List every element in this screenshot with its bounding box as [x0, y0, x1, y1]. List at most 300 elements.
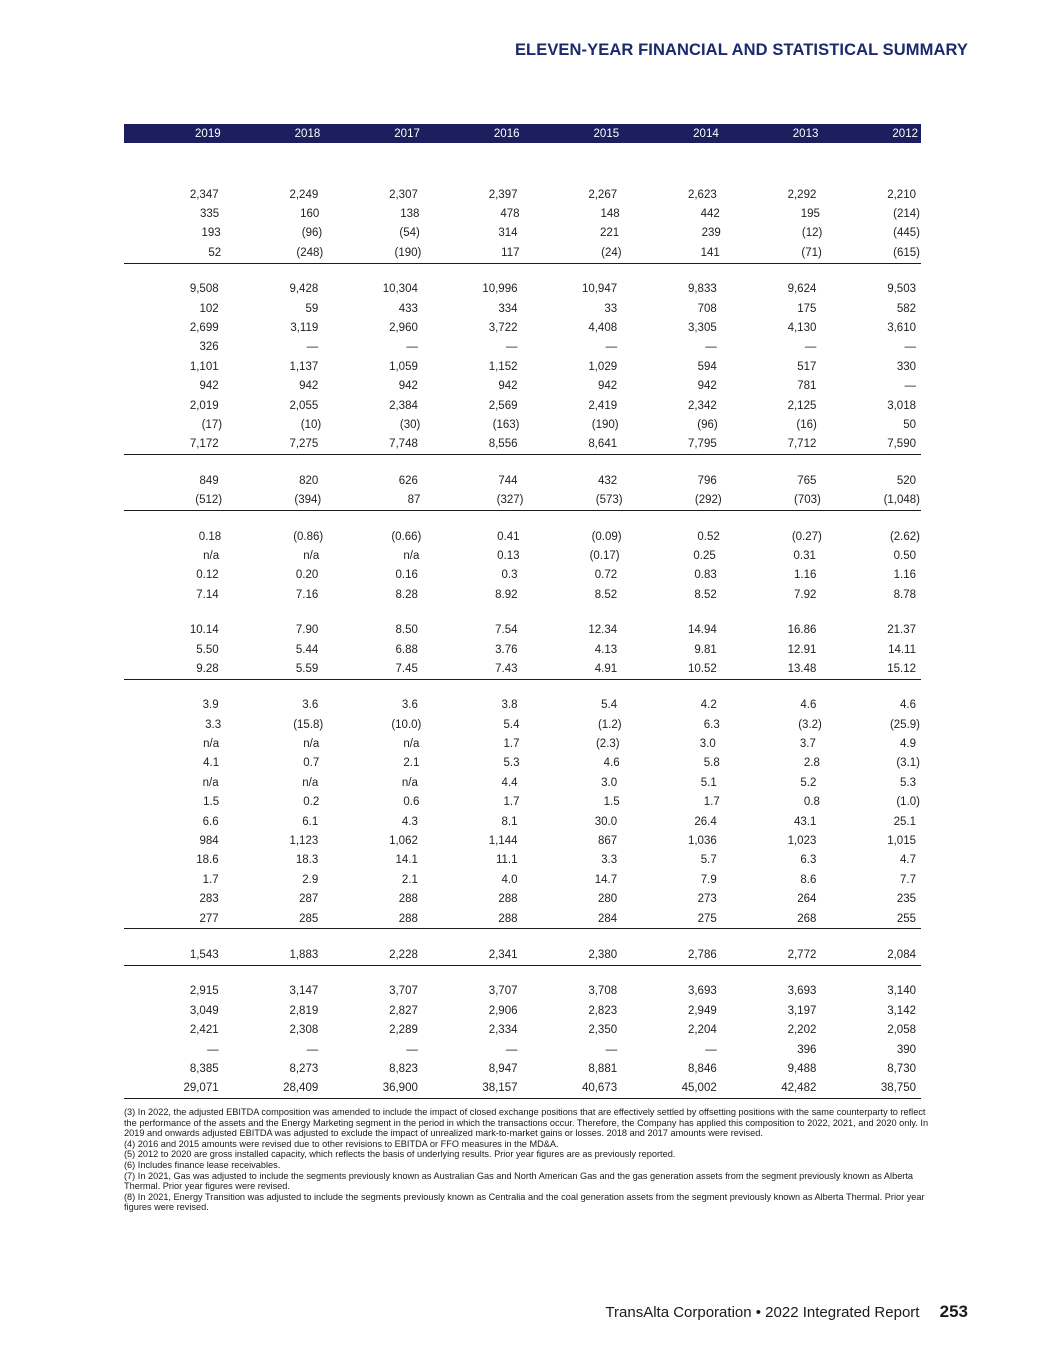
- table-row: [124, 754, 921, 773]
- table-cell: 2,960: [389, 322, 418, 335]
- table-row: [124, 812, 921, 831]
- table-cell: 2,210: [887, 188, 916, 201]
- table-cell: 275: [697, 912, 717, 925]
- table-spacer: [124, 604, 921, 620]
- table-body: [124, 143, 921, 1099]
- table-row: [124, 318, 921, 337]
- table-cell: 5.44: [295, 643, 319, 656]
- table-cell: 1,059: [389, 360, 418, 373]
- table-row: [124, 527, 921, 546]
- table-cell: 15.12: [887, 662, 916, 675]
- table-cell: (163): [492, 418, 520, 431]
- table-cell: 7,275: [289, 438, 319, 451]
- table-row: [124, 377, 921, 396]
- table-cell: 9,428: [289, 283, 319, 296]
- table-cell: 2,307: [389, 188, 418, 201]
- table-cell: (10): [300, 418, 322, 431]
- year-header-cell: 2019: [195, 127, 221, 140]
- table-row: [124, 185, 921, 204]
- table-row: [124, 396, 921, 415]
- table-cell: 334: [498, 302, 518, 315]
- table-cell: 10,996: [482, 283, 518, 296]
- table-cell: (1.0): [896, 796, 920, 809]
- table-cell: 4.1: [203, 757, 220, 770]
- table-header-row: [124, 124, 921, 143]
- table-row: [124, 338, 921, 357]
- table-cell: 12.34: [588, 624, 618, 637]
- table-cell: 9,833: [687, 283, 717, 296]
- table-cell: —: [605, 1043, 618, 1056]
- table-cell: 7,590: [887, 438, 916, 451]
- table-cell: 2,827: [389, 1004, 418, 1017]
- table-cell: 1,023: [787, 835, 817, 848]
- table-row: [124, 204, 921, 223]
- table-cell: 12.91: [787, 643, 817, 656]
- table-cell: 4,408: [588, 322, 618, 335]
- table-cell: —: [705, 1043, 717, 1056]
- table-cell: 3.7: [799, 738, 816, 751]
- table-cell: (445): [893, 227, 920, 240]
- table-cell: 3.3: [205, 718, 222, 731]
- table-cell: 7.14: [196, 588, 219, 601]
- table-cell: 3.0: [601, 776, 618, 789]
- table-cell: 268: [797, 912, 817, 925]
- table-cell: n/a: [302, 776, 319, 789]
- table-cell: n/a: [303, 549, 320, 562]
- table-cell: 9.28: [196, 662, 219, 675]
- table-row: [124, 243, 921, 263]
- table-cell: —: [904, 341, 916, 354]
- table-cell: 25.1: [893, 815, 916, 828]
- table-cell: 2,125: [787, 399, 817, 412]
- table-row: [124, 909, 921, 929]
- table-cell: (17): [201, 418, 223, 431]
- table-cell: 1,015: [887, 835, 916, 848]
- table-cell: 2.1: [401, 873, 418, 886]
- table-cell: 4.6: [603, 757, 620, 770]
- table-cell: 2,786: [687, 948, 717, 961]
- table-cell: 6.6: [202, 815, 219, 828]
- table-cell: 8,823: [389, 1062, 418, 1075]
- footnote: (5) 2012 to 2020 are gross installed capacity, which reflects the basis of underlying results. Prior year figures are as previously reported.: [124, 1149, 676, 1160]
- table-cell: 2,380: [588, 948, 618, 961]
- table-cell: 1,543: [189, 948, 219, 961]
- table-spacer: [124, 264, 921, 280]
- table-cell: 3,119: [290, 322, 319, 335]
- table-cell: (24): [601, 246, 622, 259]
- table-cell: (292): [694, 494, 722, 507]
- table-row: [124, 224, 921, 243]
- table-cell: 175: [797, 302, 817, 315]
- table-row: [124, 299, 921, 318]
- table-cell: 280: [597, 893, 618, 906]
- table-cell: (327): [496, 494, 524, 507]
- table-cell: (15.8): [293, 718, 324, 731]
- table-cell: 42,482: [781, 1082, 817, 1095]
- year-header-cell: 2014: [693, 127, 719, 140]
- table-cell: 2.9: [302, 873, 319, 886]
- table-cell: 3.8: [501, 699, 518, 712]
- table-row: [124, 945, 921, 965]
- table-cell: 13.48: [787, 662, 817, 675]
- table-cell: 2,292: [787, 188, 817, 201]
- table-cell: 277: [199, 912, 219, 925]
- table-cell: 942: [299, 380, 319, 393]
- table-cell: 8,641: [588, 438, 618, 451]
- table-cell: 273: [697, 893, 717, 906]
- table-cell: 1.7: [503, 796, 520, 809]
- table-cell: 7.90: [295, 624, 319, 637]
- table-cell: 942: [398, 380, 418, 393]
- table-cell: 283: [199, 893, 219, 906]
- table-cell: 11.1: [495, 854, 518, 867]
- table-cell: 1,123: [289, 835, 319, 848]
- table-cell: 52: [208, 246, 222, 259]
- table-row: [124, 566, 921, 585]
- table-cell: 288: [398, 912, 418, 925]
- table-cell: n/a: [303, 738, 320, 751]
- table-cell: 4.2: [700, 699, 717, 712]
- table-cell: 4.13: [594, 643, 618, 656]
- table-cell: 10.52: [687, 662, 717, 675]
- table-cell: —: [406, 1043, 418, 1056]
- table-cell: 4,130: [787, 322, 817, 335]
- table-cell: 138: [400, 208, 420, 221]
- table-row: [124, 471, 921, 490]
- table-row: [124, 585, 921, 604]
- table-cell: 1,029: [588, 360, 618, 373]
- table-cell: 6.1: [302, 815, 319, 828]
- table-cell: (2.3): [595, 738, 620, 751]
- table-cell: n/a: [401, 776, 418, 789]
- table-cell: 5.1: [700, 776, 717, 789]
- table-cell: 796: [697, 474, 717, 487]
- table-cell: 8.52: [694, 588, 717, 601]
- table-row: [124, 357, 921, 376]
- year-header-cell: 2016: [493, 127, 520, 140]
- table-cell: 9.81: [694, 643, 717, 656]
- table-cell: —: [506, 341, 518, 354]
- table-cell: 478: [500, 208, 520, 221]
- table-cell: 8.50: [395, 624, 418, 637]
- table-cell: 10.14: [189, 624, 219, 637]
- table-spacer: [124, 455, 921, 471]
- table-cell: 14.1: [395, 854, 418, 867]
- table-cell: 5.3: [503, 757, 520, 770]
- table-row: [124, 982, 921, 1001]
- table-cell: 0.50: [893, 549, 916, 562]
- table-cell: (703): [794, 494, 821, 507]
- table-cell: 2,419: [588, 399, 618, 412]
- table-cell: 2,569: [488, 399, 518, 412]
- table-cell: 3,305: [687, 322, 717, 335]
- table-cell: 2,019: [189, 399, 219, 412]
- table-cell: 9,503: [887, 283, 916, 296]
- table-cell: 8,556: [488, 438, 518, 451]
- table-cell: 8.78: [893, 588, 916, 601]
- table-cell: 433: [398, 302, 418, 315]
- table-cell: 4.7: [900, 854, 916, 867]
- table-cell: 8,947: [488, 1062, 518, 1075]
- table-cell: 4.6: [800, 699, 817, 712]
- table-cell: 582: [896, 302, 916, 315]
- table-row: [124, 280, 921, 299]
- table-cell: 141: [700, 246, 720, 259]
- table-cell: 0.52: [697, 530, 720, 543]
- table-cell: (12): [801, 227, 823, 240]
- table-cell: 2,347: [189, 188, 219, 201]
- year-header-cell: 2018: [294, 127, 321, 140]
- table-cell: 1.5: [603, 796, 620, 809]
- table-cell: 2,084: [887, 948, 916, 961]
- table-cell: 14.94: [687, 624, 717, 637]
- table-cell: 193: [201, 227, 221, 240]
- year-header-cell: 2015: [593, 127, 620, 140]
- table-cell: 284: [597, 912, 618, 925]
- table-cell: 2.1: [403, 757, 420, 770]
- table-cell: 5.50: [196, 643, 219, 656]
- table-cell: 1.7: [503, 738, 520, 751]
- table-cell: 2,384: [389, 399, 418, 412]
- table-cell: 2,823: [588, 1004, 618, 1017]
- table-cell: 3,707: [389, 985, 418, 998]
- table-cell: 326: [199, 341, 219, 354]
- table-cell: 820: [299, 474, 319, 487]
- table-cell: 7,172: [189, 438, 219, 451]
- table-cell: 867: [597, 835, 618, 848]
- table-cell: 33: [604, 302, 618, 315]
- table-cell: 626: [398, 474, 418, 487]
- table-row: [124, 696, 921, 715]
- table-cell: 2,341: [488, 948, 518, 961]
- table-cell: 0.18: [198, 530, 222, 543]
- table-cell: 5.8: [703, 757, 720, 770]
- table-cell: 4.6: [900, 699, 916, 712]
- table-cell: 781: [797, 380, 817, 393]
- table-cell: 14.7: [594, 873, 618, 886]
- report-name: TransAlta Corporation • 2022 Integrated Report: [605, 1304, 920, 1321]
- footnote: (7) In 2021, Gas was adjusted to include the segments previously known as Australian Gas and North American Gas and the gas generation assets from the segment previously known as Alberta Thermal. Prior year figures were revised.: [124, 1170, 914, 1192]
- table-row: [124, 415, 921, 434]
- table-cell: 3.6: [401, 699, 418, 712]
- table-cell: 160: [300, 208, 320, 221]
- table-cell: 8.28: [395, 588, 418, 601]
- table-cell: (0.66): [391, 530, 422, 543]
- table-spacer: [124, 929, 921, 945]
- footnotes: [124, 1107, 929, 1213]
- table-cell: 390: [896, 1043, 916, 1056]
- table-cell: 29,071: [183, 1082, 219, 1095]
- table-cell: 6.3: [703, 718, 720, 731]
- table-cell: 9,508: [189, 283, 219, 296]
- table-cell: 18.3: [295, 854, 319, 867]
- table-cell: (573): [595, 494, 623, 507]
- table-cell: 3.9: [202, 699, 219, 712]
- table-cell: 3,693: [787, 985, 817, 998]
- table-cell: 942: [597, 380, 618, 393]
- table-cell: 3,049: [189, 1004, 219, 1017]
- table-cell: 4.9: [900, 738, 916, 751]
- table-cell: 239: [701, 227, 721, 240]
- table-cell: —: [207, 1043, 219, 1056]
- table-row: [124, 831, 921, 850]
- table-cell: 3,693: [687, 985, 717, 998]
- table-cell: 1.16: [893, 569, 916, 582]
- table-cell: 8.52: [594, 588, 618, 601]
- table-cell: 942: [498, 380, 518, 393]
- table-cell: 2,058: [887, 1024, 916, 1037]
- table-row: [124, 640, 921, 659]
- table-cell: 26.4: [694, 815, 717, 828]
- footnote: (4) 2016 and 2015 amounts were revised due to other revisions to EBITDA or FFO measures in the MD&A.: [124, 1138, 559, 1149]
- table-cell: 0.72: [594, 569, 618, 582]
- year-header-cell: 2013: [792, 127, 819, 140]
- table-cell: 2,342: [687, 399, 717, 412]
- table-row: [124, 734, 921, 753]
- table-row: [124, 435, 921, 455]
- table-cell: 2,267: [588, 188, 618, 201]
- table-cell: 3,708: [588, 985, 618, 998]
- table-cell: 7.92: [793, 588, 817, 601]
- table-cell: 285: [299, 912, 319, 925]
- table-cell: 765: [797, 474, 817, 487]
- table-cell: 287: [299, 893, 319, 906]
- table-row: [124, 1059, 921, 1078]
- table-cell: 1,062: [389, 835, 418, 848]
- table-cell: 0.41: [497, 530, 520, 543]
- table-cell: 7.45: [395, 662, 418, 675]
- table-cell: (615): [893, 246, 920, 259]
- table-cell: 59: [305, 302, 319, 315]
- table-cell: 2,915: [189, 985, 219, 998]
- table-cell: —: [904, 380, 916, 393]
- table-cell: (0.27): [791, 530, 822, 543]
- table-cell: n/a: [403, 738, 420, 751]
- table-cell: 0.12: [196, 569, 219, 582]
- table-cell: (1.2): [597, 718, 622, 731]
- table-row: [124, 1040, 921, 1059]
- table-cell: 3,722: [488, 322, 518, 335]
- table-cell: 314: [498, 227, 518, 240]
- table-row: [124, 546, 921, 565]
- table-cell: 7.7: [900, 873, 916, 886]
- table-cell: 30.0: [594, 815, 618, 828]
- table-cell: 235: [896, 893, 916, 906]
- table-cell: 36,900: [382, 1082, 418, 1095]
- table-cell: (96): [697, 418, 718, 431]
- table-cell: 38,750: [880, 1082, 916, 1095]
- footnote: (8) In 2021, Energy Transition was adjusted to include the segments previously known as Centralia and the coal generation assets from the segment previously known as Alberta Thermal. Prior year figures were revised.: [124, 1191, 925, 1213]
- table-cell: 1.7: [703, 796, 720, 809]
- table-cell: 8.92: [495, 588, 518, 601]
- table-row: [124, 1079, 921, 1099]
- table-cell: 8,385: [189, 1062, 219, 1075]
- table-cell: —: [605, 341, 618, 354]
- table-cell: 5.4: [503, 718, 520, 731]
- table-cell: (0.17): [589, 549, 620, 562]
- table-cell: 6.88: [395, 643, 418, 656]
- table-cell: 4.3: [401, 815, 418, 828]
- table-cell: 288: [498, 912, 518, 925]
- table-cell: 0.13: [497, 549, 520, 562]
- table-cell: (512): [195, 494, 223, 507]
- table-cell: —: [804, 341, 817, 354]
- table-cell: 1,137: [289, 360, 319, 373]
- table-cell: 7.54: [495, 624, 518, 637]
- table-cell: 221: [599, 227, 620, 240]
- table-cell: 4.4: [501, 776, 518, 789]
- table-cell: 7.9: [700, 873, 717, 886]
- table-cell: (30): [399, 418, 421, 431]
- table-cell: 942: [199, 380, 219, 393]
- table-cell: (0.09): [591, 530, 622, 543]
- table-cell: 18.6: [196, 854, 219, 867]
- table-row: [124, 793, 921, 812]
- table-cell: 3,147: [289, 985, 319, 998]
- table-spacer: [124, 511, 921, 527]
- table-cell: 43.1: [793, 815, 817, 828]
- table-cell: 520: [896, 474, 916, 487]
- table-cell: 335: [199, 208, 220, 221]
- table-cell: 2,334: [488, 1024, 518, 1037]
- table-row: [124, 870, 921, 889]
- table-cell: n/a: [403, 549, 420, 562]
- table-cell: 1,883: [289, 948, 319, 961]
- table-cell: 2,819: [289, 1004, 319, 1017]
- table-cell: (214): [893, 208, 920, 221]
- table-cell: 0.16: [395, 569, 418, 582]
- table-cell: 432: [597, 474, 618, 487]
- table-cell: 7.43: [495, 662, 518, 675]
- table-cell: (54): [399, 227, 420, 240]
- table-cell: 8,730: [887, 1062, 916, 1075]
- table-cell: 3.6: [302, 699, 319, 712]
- table-cell: (25.9): [889, 718, 920, 731]
- table-cell: 7,712: [787, 438, 817, 451]
- page-title: ELEVEN-YEAR FINANCIAL AND STATISTICAL SUMMARY: [514, 41, 968, 59]
- table-row: [124, 1001, 921, 1020]
- year-header-cell: 2012: [892, 127, 918, 140]
- table-cell: 2,421: [189, 1024, 219, 1037]
- footnote: (3) In 2022, the adjusted EBITDA composition was amended to include the impact of closed exchange positions that are effectively settled by offsetting positions with the same counterparty to reflect the performance of the assets and the Energy Marketing segment in the period in which the transactions occur. Therefore, the Company has applied this composition to 2022, 2021, and 2020 only. In 2019 and onwards adjusted EBITDA was adjusted to exclude the impact of unrealized mark-to-market gains or losses. 2018 and 2017 amounts were revised.: [124, 1107, 929, 1139]
- table-cell: 2,350: [588, 1024, 618, 1037]
- table-cell: 5.3: [900, 776, 916, 789]
- table-cell: (0.86): [293, 530, 324, 543]
- table-cell: 1.5: [203, 796, 220, 809]
- table-cell: 148: [600, 208, 620, 221]
- table-cell: (10.0): [391, 718, 422, 731]
- table-cell: 8.1: [501, 815, 518, 828]
- table-cell: 1,101: [189, 360, 219, 373]
- table-cell: 0.7: [303, 757, 320, 770]
- table-row: [124, 890, 921, 909]
- table-cell: —: [506, 1043, 518, 1056]
- table-cell: 517: [797, 360, 817, 373]
- table-cell: 3,142: [887, 1004, 916, 1017]
- table-cell: 1,036: [687, 835, 717, 848]
- table-row: [124, 773, 921, 792]
- table-cell: 0.31: [793, 549, 816, 562]
- table-row: [124, 715, 921, 734]
- table-cell: (71): [801, 246, 822, 259]
- table-cell: 5.59: [295, 662, 319, 675]
- table-row: [124, 620, 921, 639]
- table-cell: 0.2: [303, 796, 320, 809]
- table-cell: (190): [394, 246, 422, 259]
- table-cell: 8,846: [687, 1062, 717, 1075]
- table-cell: 38,157: [482, 1082, 518, 1095]
- table-cell: 10,304: [382, 283, 418, 296]
